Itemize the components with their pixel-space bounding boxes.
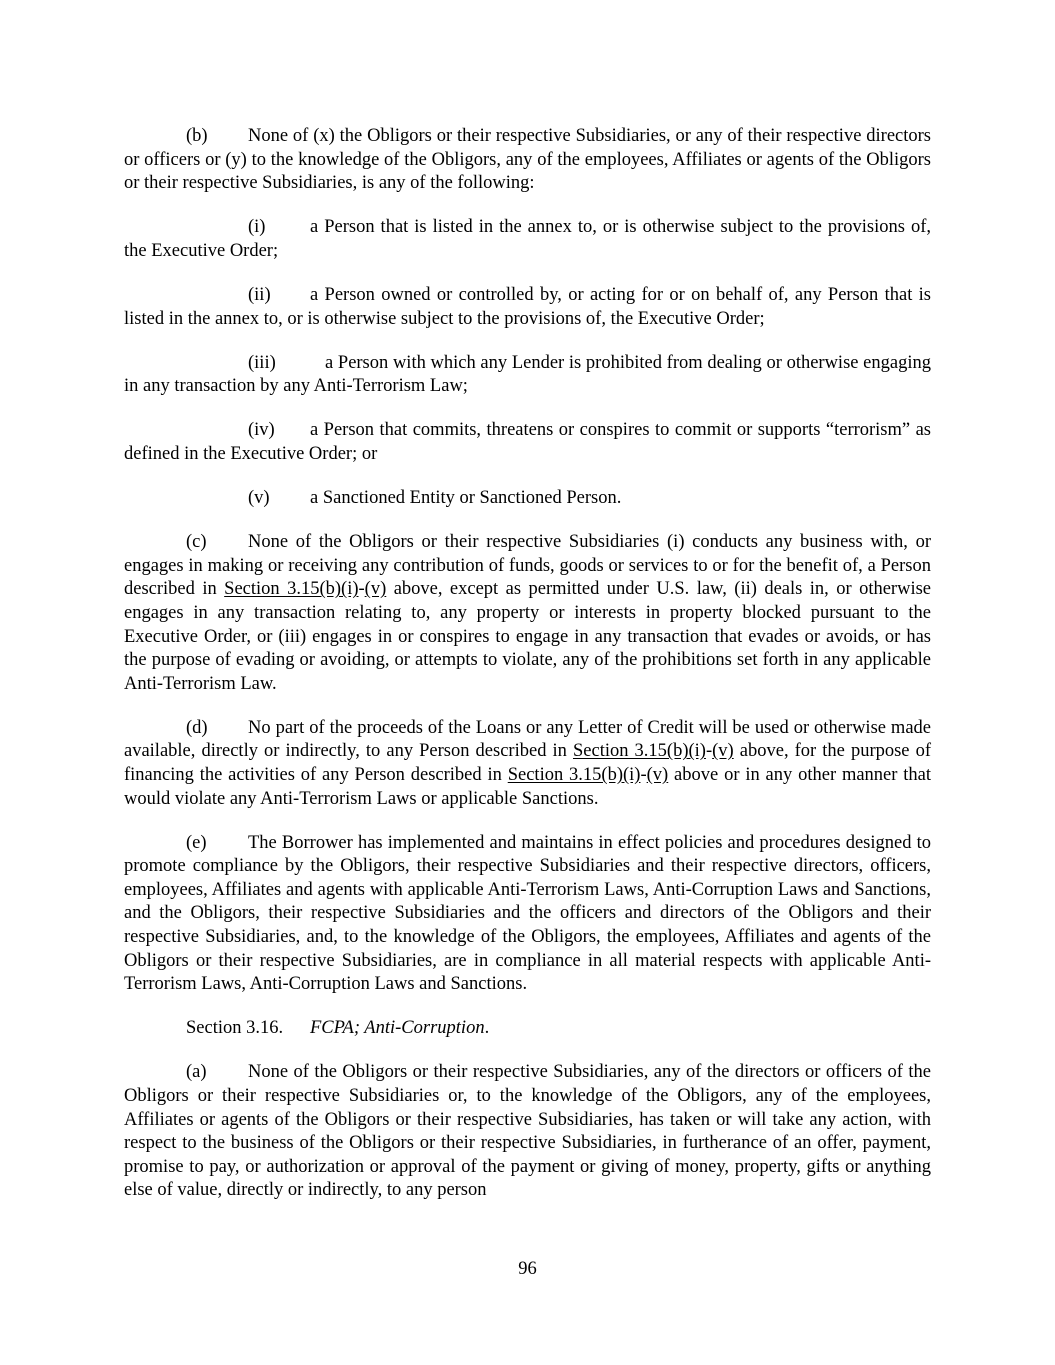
item-b-iii-text: a Person with which any Lender is prohibited from dealing or otherwise engaging in any transaction by any Anti-Terrorism Law; <box>124 352 931 397</box>
page-number: 96 <box>518 1259 537 1279</box>
item-b-iv <box>124 419 931 466</box>
page-content <box>124 125 931 1223</box>
paragraph-c-text-2: above, except as permitted under U.S. law, (ii) deals in, or otherwise engages in any transaction relating to, any property or interests in property blocked pursuant to the Executive Order, or (iii) engages in or conspires to engage in any transaction that evades or avoids, or has the purpose of evading or avoiding, or attempts to violate, any of the prohibitions set forth in any applicable Anti-Terrorism Law. <box>124 579 931 694</box>
item-b-iv-label: (iv) <box>248 420 275 441</box>
paragraph-c-label: (c) <box>186 532 207 553</box>
section-reference: (v) <box>364 579 387 600</box>
section-title-period: . <box>484 1018 490 1039</box>
paragraph-3-16-a-text: None of the Obligors or their respective Subsidiaries, any of the directors or officers of the Obligors or their respective Subsidiaries or, to the knowledge of the Obligors, any of the employees, Affiliates or agents of the Obligors or their respective Subsidiaries, has taken or will take any action, with respect to the business of the Obligors or their respective Subsidiaries, in furtherance of an offer, payment, promise to pay, or authorization or approval of the payment or giving of money, property, gifts or anything else of value, directly or indirectly, to any person <box>124 1062 931 1201</box>
section-title: FCPA; Anti-Corruption <box>310 1018 485 1039</box>
item-b-i-text: a Person that is listed in the annex to, or is otherwise subject to the provisions of, the Executive Order; <box>124 217 931 261</box>
paragraph-d <box>124 717 931 811</box>
paragraph-b-label: (b) <box>186 126 208 146</box>
item-b-ii-text: a Person owned or controlled by, or acting for or on behalf of, any Person that is listed in the annex to, or is otherwise subject to the provisions of, the Executive Order; <box>124 284 931 329</box>
item-b-iv-text: a Person that commits, threatens or conspires to commit or supports “terrorism” as defined in the Executive Order; or <box>124 420 931 464</box>
section-reference: Section 3.15(b)(i) <box>224 579 359 600</box>
item-b-v-label: (v) <box>248 488 270 509</box>
paragraph-d-label: (d) <box>186 717 208 738</box>
section-reference: (v) <box>712 741 734 762</box>
reference-dash: - <box>705 741 713 762</box>
item-b-i <box>124 216 931 263</box>
section-reference: (v) <box>646 764 669 785</box>
item-b-iii <box>124 352 931 399</box>
paragraph-3-16-a <box>124 1061 931 1203</box>
paragraph-d-text-1: No part of the proceeds of the Loans or any Letter of Credit will be used or otherwise made available, directly or indirectly, to any Person described in <box>124 717 931 762</box>
paragraph-e-text: The Borrower has implemented and maintains in effect policies and procedures designed to promote compliance by the Obligors, their respective Subsidiaries and their respective directors, officers, employees, Affiliates and agents with applicable Anti-Terrorism Laws, Anti-Corruption Laws and Sanctions, and the Obligors, their respective Subsidiaries and the officers and directors of the Obligors and their respective Subsidiaries, and, to the knowledge of the Obligors, the employees, Affiliates and agents of the Obligors or their respective Subsidiaries, are in compliance in all material respects with applicable Anti-Terrorism Laws, Anti-Corruption Laws and Sanctions. <box>124 832 931 995</box>
section-reference: Section 3.15(b)(i) <box>572 741 706 762</box>
paragraph-b <box>124 125 931 196</box>
paragraph-b-text: None of (x) the Obligors or their respective Subsidiaries, or any of their respective directors or officers or (y) to the knowledge of the Obligors, any of the employees, Affiliates or agents of the Obligors or their respective Subsidiaries, is any of the following: <box>124 126 931 194</box>
reference-dash: - <box>640 764 647 785</box>
paragraph-d-text-3: above or in any other manner that would violate any Anti-Terrorism Laws or applicable Sanctions. <box>124 764 931 809</box>
item-b-v-text: a Sanctioned Entity or Sanctioned Person. <box>310 488 622 509</box>
paragraph-d-text-2: above, for the purpose of financing the activities of any Person described in <box>124 741 931 785</box>
section-heading-3-16 <box>124 1017 931 1041</box>
item-b-ii-label: (ii) <box>248 284 271 305</box>
paragraph-3-16-a-label: (a) <box>186 1062 207 1083</box>
item-b-i-label: (i) <box>248 217 266 238</box>
paragraph-c-text-1: None of the Obligors or their respective Subsidiaries (i) conducts any business with, or engages in making or receiving any contribution of funds, goods or services to or for the benefit of, a Person described in <box>124 532 931 600</box>
item-b-v <box>124 487 931 511</box>
reference-dash: - <box>358 579 365 600</box>
section-reference: Section 3.15(b)(i) <box>507 764 641 785</box>
item-b-ii <box>124 284 931 331</box>
section-number: Section 3.16. <box>186 1018 284 1039</box>
paragraph-e <box>124 832 931 997</box>
paragraph-c <box>124 531 931 696</box>
paragraph-e-label: (e) <box>186 832 207 853</box>
item-b-iii-label: (iii) <box>248 352 276 373</box>
